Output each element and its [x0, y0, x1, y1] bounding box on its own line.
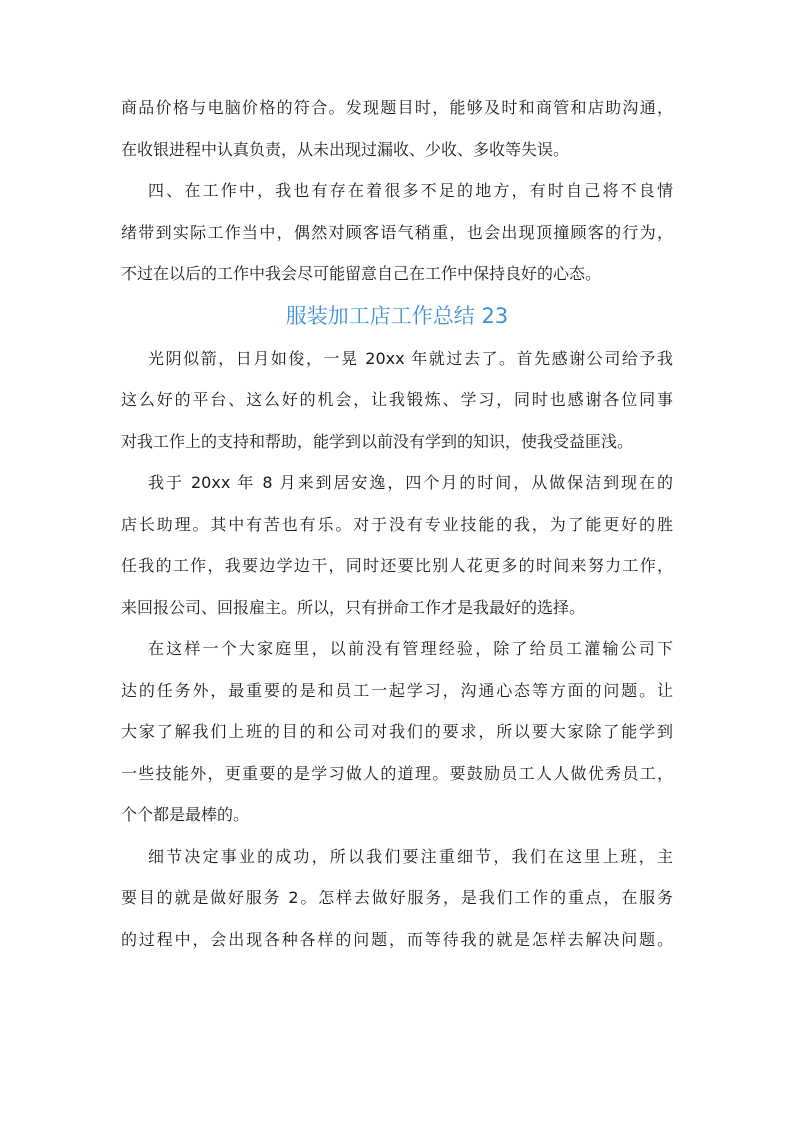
section-title: 服装加工店工作总结 23 [285, 303, 509, 328]
text-line: 个个都是最棒的。 [121, 805, 250, 824]
paragraph-four [121, 181, 673, 284]
text-line: 达的任务外，最重要的是和员工一起学习，沟通心态等方面的问题。让 [121, 680, 673, 700]
paragraph-d [121, 847, 673, 950]
text-line: 大家了解我们上班的目的和公司对我们的要求，所以要大家除了能学到 [121, 722, 673, 741]
paragraph-a [121, 349, 673, 452]
document-page [121, 98, 673, 971]
text-line: 一些技能外，更重要的是学习做人的道理。要鼓励员工人人做优秀员工， [121, 763, 673, 783]
text-line: 这么好的平台、这么好的机会，让我锻炼、学习，同时也感谢各位同事 [121, 390, 673, 409]
text-line: 店长助理。其中有苦也有乐。对于没有专业技能的我，为了能更好的胜 [121, 514, 673, 534]
text-line: 光阴似箭，日月如俊，一晃 20xx 年就过去了。首先感谢公司给予我 [148, 348, 673, 368]
intro-paragraph [121, 98, 673, 160]
text-line: 的过程中，会出现各种各样的问题，而等待我的就是怎样去解决问题。 [121, 929, 673, 949]
text-line: 任我的工作，我要边学边干，同时还要比别人花更多的时间来努力工作， [121, 556, 673, 575]
text-line: 四、在工作中，我也有存在着很多不足的地方，有时自己将不良情 [148, 181, 673, 200]
text-line: 我于 20xx 年 8 月来到居安逸，四个月的时间，从做保洁到现在的 [148, 473, 673, 492]
text-line: 在这样一个大家庭里，以前没有管理经验，除了给员工灌输公司下 [148, 639, 673, 658]
paragraph-c [121, 639, 673, 825]
text-line: 绪带到实际工作当中，偶然对顾客语气稍重，也会出现顶撞顾客的行为， [121, 222, 673, 242]
text-line: 不过在以后的工作中我会尽可能留意自己在工作中保持良好的心态。 [121, 264, 602, 283]
text-line: 对我工作上的支持和帮助，能学到以前没有学到的知识，使我受益匪浅。 [121, 431, 634, 451]
text-line: 在收银进程中认真负责，从未出现过漏收、少收、多收等失误。 [121, 139, 570, 159]
text-line: 商品价格与电脑价格的符合。发现题目时，能够及时和商管和店助沟通， [121, 98, 673, 117]
paragraph-b [121, 473, 673, 618]
text-line: 要目的就是做好服务 2。怎样去做好服务，是我们工作的重点，在服务 [121, 888, 673, 907]
text-line: 细节决定事业的成功，所以我们要注重细节，我们在这里上班，主 [148, 846, 673, 866]
text-line: 来回报公司、回报雇主。所以，只有拼命工作才是我最好的选择。 [121, 597, 586, 617]
